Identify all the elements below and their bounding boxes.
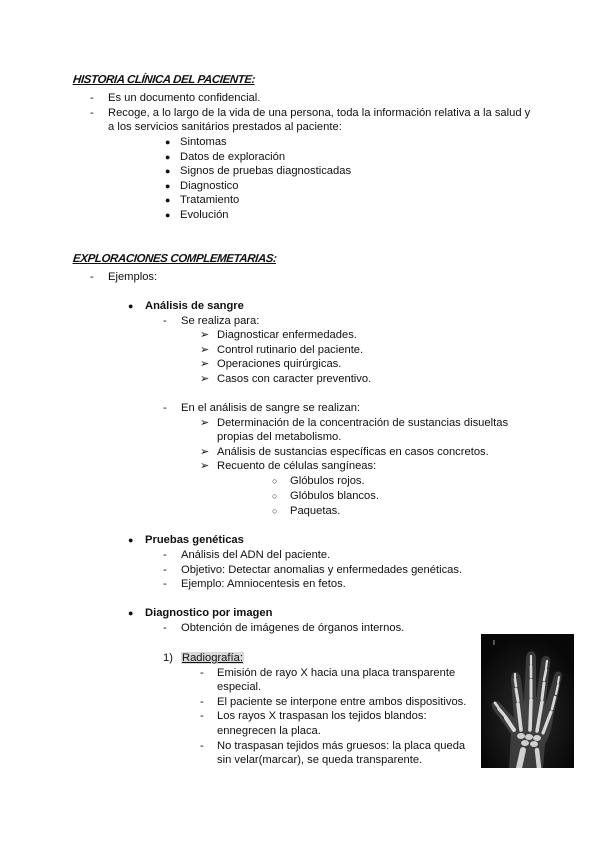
section-heading-exploraciones: EXPLORACIONES COMPLEMETARIAS: bbox=[72, 253, 278, 265]
sub-sub-list-item: Glóbulos blancos. bbox=[290, 490, 379, 502]
arrow-bullet-icon: ➢ bbox=[200, 417, 210, 429]
dash-bullet: - bbox=[90, 107, 94, 119]
sub-list-item-continuation: ennegrecen la placa. bbox=[217, 725, 321, 737]
arrow-bullet-icon: ➢ bbox=[200, 373, 210, 385]
numbered-marker: 1) bbox=[163, 652, 173, 664]
sub-list-item: Operaciones quirúrgicas. bbox=[217, 358, 342, 370]
dash-bullet: - bbox=[163, 564, 167, 576]
round-bullet-icon: ● bbox=[165, 210, 171, 220]
list-item: Objetivo: Detectar anomalias y enfermedades genéticas. bbox=[181, 564, 463, 576]
arrow-bullet-icon: ➢ bbox=[200, 446, 210, 458]
sub-list-item: El paciente se interpone entre ambos dispositivos. bbox=[217, 696, 467, 708]
list-item: Ejemplos: bbox=[108, 271, 158, 283]
sub-list-item: Control rutinario del paciente. bbox=[217, 344, 364, 356]
sub-list-item: Emisión de rayo X hacia una placa transparente bbox=[217, 667, 456, 679]
sub-list-item: Evolución bbox=[180, 209, 229, 221]
list-item: Ejemplo: Amniocentesis en fetos. bbox=[181, 578, 346, 590]
hand-xray-icon bbox=[481, 634, 574, 768]
round-bullet-icon: ● bbox=[165, 152, 171, 162]
round-bullet-icon: ● bbox=[128, 301, 134, 311]
sub-list-item: Los rayos X traspasan los tejidos blandos: bbox=[217, 710, 427, 722]
subsection-title-analisis: Análisis de sangre bbox=[145, 300, 244, 312]
hollow-bullet-icon: ○ bbox=[272, 491, 278, 501]
dash-bullet: - bbox=[200, 696, 204, 708]
dash-bullet: - bbox=[200, 667, 204, 679]
round-bullet-icon: ● bbox=[128, 535, 134, 545]
subsection-title-geneticas: Pruebas genéticas bbox=[145, 534, 244, 546]
list-item: Obtención de imágenes de órganos internos. bbox=[181, 622, 405, 634]
sub-list-item: Diagnostico bbox=[180, 180, 239, 192]
arrow-bullet-icon: ➢ bbox=[200, 460, 210, 472]
sub-sub-list-item: Paquetas. bbox=[290, 505, 341, 517]
list-item: Se realiza para: bbox=[181, 315, 260, 327]
sub-list-item: Signos de pruebas diagnosticadas bbox=[180, 165, 352, 177]
sub-list-item: Recuento de células sangíneas: bbox=[217, 460, 377, 472]
sub-list-item: No traspasan tejidos más gruesos: la placa queda bbox=[217, 740, 466, 752]
hollow-bullet-icon: ○ bbox=[272, 476, 278, 486]
dash-bullet: - bbox=[163, 549, 167, 561]
list-item-continuation: a los servicios sanitários prestados al paciente: bbox=[108, 121, 342, 133]
dash-bullet: - bbox=[90, 271, 94, 283]
xray-marker: I bbox=[493, 640, 495, 647]
arrow-bullet-icon: ➢ bbox=[200, 329, 210, 341]
list-item: Análisis del ADN del paciente. bbox=[181, 549, 331, 561]
sub-list-item: Diagnosticar enfermedades. bbox=[217, 329, 357, 341]
sub-list-item: Datos de exploración bbox=[180, 151, 286, 163]
round-bullet-icon: ● bbox=[165, 181, 171, 191]
round-bullet-icon: ● bbox=[165, 195, 171, 205]
sub-sub-list-item: Glóbulos rojos. bbox=[290, 475, 365, 487]
radiografia-label bbox=[181, 651, 244, 665]
hand-xray-image bbox=[481, 634, 574, 768]
sub-list-item-continuation: sin velar(marcar), se queda transparente. bbox=[217, 754, 423, 766]
list-item: En el análisis de sangre se realizan: bbox=[181, 402, 361, 414]
arrow-bullet-icon: ➢ bbox=[200, 358, 210, 370]
dash-bullet: - bbox=[200, 740, 204, 752]
radiografia-highlight: Radiografía: bbox=[182, 652, 243, 664]
list-item: Recoge, a lo largo de la vida de una persona, toda la información relativa a la salud y bbox=[108, 107, 531, 119]
dash-bullet: - bbox=[163, 622, 167, 634]
dash-bullet: - bbox=[163, 315, 167, 327]
sub-list-item: Determinación de la concentración de sustancias disueltas bbox=[217, 417, 509, 429]
dash-bullet: - bbox=[90, 92, 94, 104]
arrow-bullet-icon: ➢ bbox=[200, 344, 210, 356]
hollow-bullet-icon: ○ bbox=[272, 506, 278, 516]
dash-bullet: - bbox=[200, 710, 204, 722]
list-item: Es un documento confidencial. bbox=[108, 92, 261, 104]
sub-list-item-continuation: propias del metabolismo. bbox=[217, 431, 342, 443]
round-bullet-icon: ● bbox=[128, 608, 134, 618]
sub-list-item: Casos con caracter preventivo. bbox=[217, 373, 372, 385]
round-bullet-icon: ● bbox=[165, 166, 171, 176]
sub-list-item: Tratamiento bbox=[180, 194, 240, 206]
section-heading-historia: HISTORIA CLÍNICA DEL PACIENTE: bbox=[72, 74, 256, 86]
sub-list-item: Análisis de sustancias específicas en casos concretos. bbox=[217, 446, 489, 458]
sub-list-item: Sintomas bbox=[180, 136, 227, 148]
round-bullet-icon: ● bbox=[165, 137, 171, 147]
sub-list-item-continuation: especial. bbox=[217, 681, 262, 693]
subsection-title-imagen: Diagnostico por imagen bbox=[145, 607, 273, 619]
dash-bullet: - bbox=[163, 402, 167, 414]
dash-bullet: - bbox=[163, 578, 167, 590]
